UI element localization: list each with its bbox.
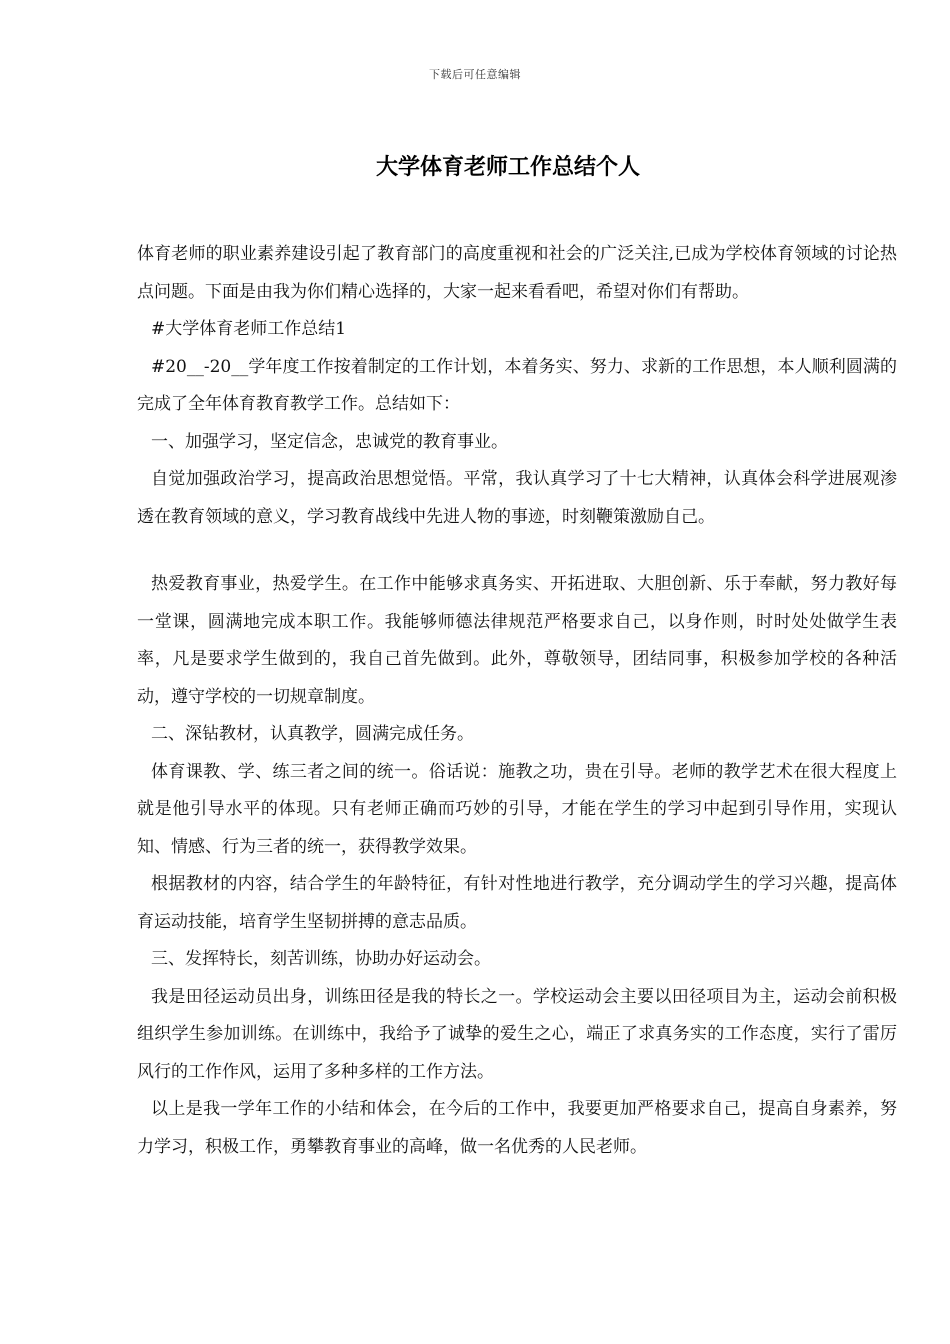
paragraph-overview: #20__-20__学年度工作按着制定的工作计划，本着务实、努力、求新的工作思想，本人顺利圆满的完成了全年体育教育教学工作。总结如下： [137,356,897,414]
paragraph-training: 我是田径运动员出身，训练田径是我的特长之一。学校运动会主要以田径项目为主，运动会前积极组织学生参加训练。在训练中，我给予了诚挚的爱生之心，端正了求真务实的工作态度，实行了雷厉风行的工作作风，运用了多种多样的工作方法。 [137,986,897,1082]
section-heading-summary-1: #大学体育老师工作总结1 [151,319,347,339]
document-body [137,236,897,1166]
document-title: 大学体育老师工作总结个人 [375,155,640,180]
blank-line [137,536,897,566]
section-heading-3: 三、发挥特长，刻苦训练，协助办好运动会。 [151,949,491,969]
paragraph-teaching-method: 根据教材的内容，结合学生的年龄特征，有针对性地进行教学，充分调动学生的学习兴趣，提高体育运动技能，培育学生坚韧拼搏的意志品质。 [137,874,897,932]
paragraph-teaching-unity: 体育课教、学、练三者之间的统一。俗话说：施教之功，贵在引导。老师的教学艺术在很大程度上就是他引导水平的体现。只有老师正确而巧妙的引导，才能在学生的学习中起到引导作用，实现认知、情感、行为三者的统一，获得教学效果。 [137,761,897,857]
paragraph-love-education: 热爱教育事业，热爱学生。在工作中能够求真务实、开拓进取、大胆创新、乐于奉献，努力教好每一堂课，圆满地完成本职工作。我能够师德法律规范严格要求自己，以身作则，时时处处做学生表率，凡是要求学生做到的，我自己首先做到。此外，尊敬领导，团结同事，积极参加学校的各种活动，遵守学校的一切规章制度。 [137,574,897,707]
section-heading-2: 二、深钻教材，认真教学，圆满完成任务。 [151,724,474,744]
paragraph-political-study: 自觉加强政治学习，提高政治思想觉悟。平常，我认真学习了十七大精神，认真体会科学进展观渗透在教育领域的意义，学习教育战线中先进人物的事迹，时刻鞭策激励自己。 [137,469,897,527]
section-heading-1: 一、加强学习，坚定信念，忠诚党的教育事业。 [151,431,508,452]
paragraph-conclusion: 以上是我一学年工作的小结和体会，在今后的工作中，我要更加严格要求自己，提高自身素养，努力学习，积极工作，勇攀教育事业的高峰，做一名优秀的人民老师。 [137,1099,897,1157]
header-note: 下载后可任意编辑 [429,68,521,81]
intro-paragraph: 体育老师的职业素养建设引起了教育部门的高度重视和社会的广泛关注,已成为学校体育领域的讨论热点问题。下面是由我为你们精心选择的，大家一起来看看吧，希望对你们有帮助。 [137,244,897,302]
